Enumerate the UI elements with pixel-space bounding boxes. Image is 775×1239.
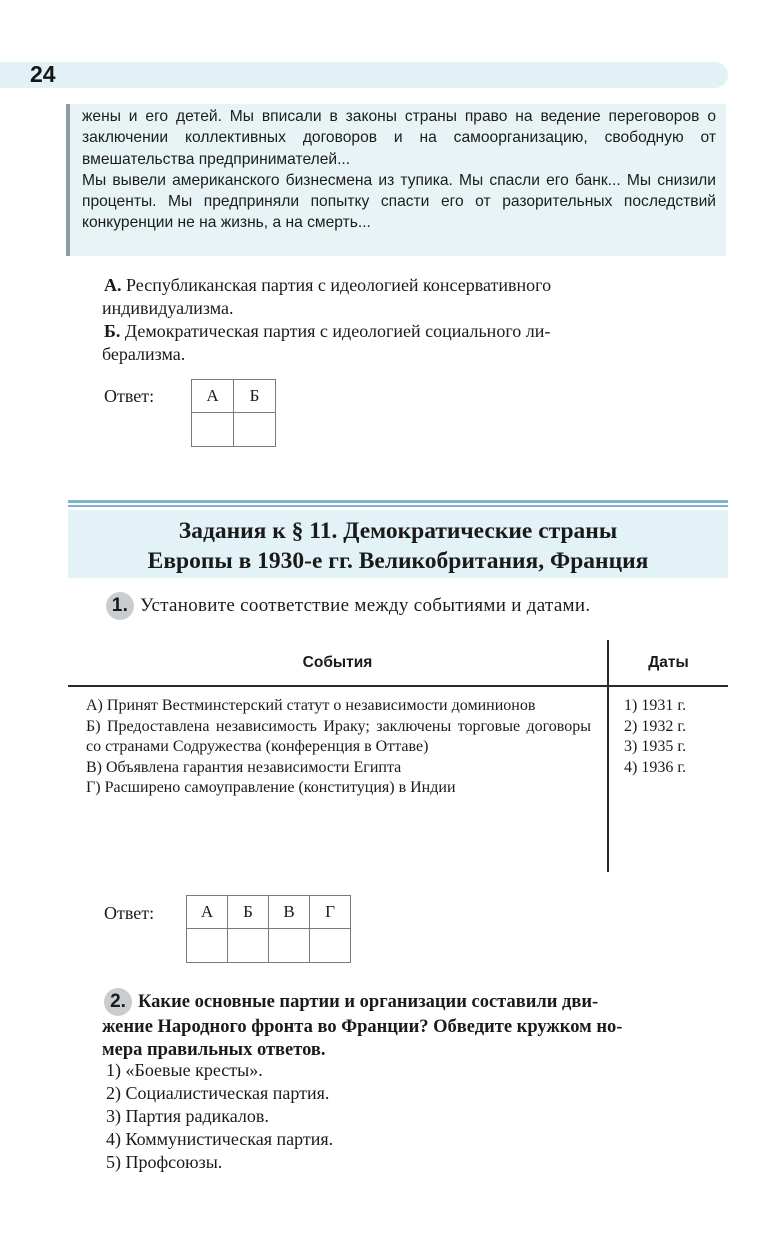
option-a-text: Республиканская партия с идеологией консервативного [126,275,552,295]
option-a-text-cont: индивидуализма. [102,298,234,318]
answer-input-cell[interactable] [310,929,351,963]
quote-paragraph: жены и его детей. Мы вписали в законы страны право на ведение переговоров о заключении коллективных договоров и на самоорганизацию, свободную от вмешательства предпринимателей... [82,108,716,168]
answer-header-cell: В [269,896,310,929]
option-b-letter: Б. [104,321,121,341]
answer-option[interactable]: 2) Социалистическая партия. [106,1083,330,1103]
answer-input-cell[interactable] [269,929,310,963]
section-title-line: Задания к § 11. Демократические страны [178,518,618,544]
list-item: 2) 1932 г. [624,717,687,735]
answer-label: Ответ: [104,386,155,406]
task-2-prompt [104,988,728,1062]
column-header-dates: Даты [648,654,689,671]
answer-header-cell: Б [228,896,269,929]
answer-label: Ответ: [104,903,155,923]
task-2-text-cont: мера правильных ответов. [102,1040,326,1060]
list-item: В) Объявлена гарантия независимости Египта [86,758,402,776]
quote-paragraph: Мы вывели американского бизнесмена из тупика. Мы спасли его банк... Мы снизили проценты. Мы предприняли попытку спасти его от разорительных последствий конкуренции не на жизнь, а на смерть... [82,171,716,232]
list-item: 3) 1935 г. [624,738,687,755]
answer-option[interactable]: 5) Профсоюзы. [106,1152,223,1172]
answer-input-cell[interactable] [234,413,276,447]
option-b [104,320,728,366]
section-divider [68,505,728,507]
answer-option[interactable]: 3) Партия радикалов. [106,1106,269,1126]
answer-input-cell[interactable] [192,413,234,447]
answer-header-cell: Б [234,380,276,413]
section-title [68,510,728,578]
answer-option[interactable]: 4) Коммунистическая партия. [106,1129,334,1149]
option-a [104,274,728,320]
section-divider [68,500,728,503]
answer-table [191,379,276,447]
task-2-text: Какие основные партии и организации составили дви- [138,992,599,1012]
list-item: Б) Предоставлена независимость Ираку; заключены торговые договоры со странами Содружества (конференция в Оттаве) [86,717,591,755]
column-header-events: События [302,654,373,671]
list-item: А) Принят Вестминстерский статут о независимости доминионов [86,697,536,714]
answer-header-cell: А [192,380,234,413]
answer-header-cell: Г [310,896,351,929]
table-divider [607,640,609,872]
list-item: 1) 1931 г. [624,697,687,714]
page-header-band [0,62,728,88]
answer-input-cell[interactable] [228,929,269,963]
option-a-letter: А. [104,275,122,295]
task-number-badge: 1. [106,592,134,620]
task-2-text-cont: жение Народного фронта во Франции? Обведите кружком но- [102,1017,623,1037]
answer-header-cell: А [187,896,228,929]
task-number-badge: 2. [104,988,132,1016]
option-b-text-cont: берализма. [102,344,186,364]
list-item: Г) Расширено самоуправление (конституция) в Индии [86,779,456,796]
section-title-line: Европы в 1930-е гг. Великобритания, Франция [147,548,649,574]
table-divider [68,685,728,687]
task-1-prompt [106,592,590,620]
list-item: 4) 1936 г. [624,758,687,776]
option-b-text: Демократическая партия с идеологией социального ли- [124,321,551,341]
events-list [86,696,591,799]
answer-input-cell[interactable] [187,929,228,963]
dates-list [624,696,686,778]
answer-option[interactable]: 1) «Боевые кресты». [106,1060,263,1080]
page-number: 24 [30,61,56,87]
quote-block [66,104,726,256]
answer-table [186,895,351,963]
task-2-answer-list [106,1059,333,1174]
events-dates-table [68,640,728,872]
task-1-text: Установите соответствие между событиями и датами. [140,595,591,616]
